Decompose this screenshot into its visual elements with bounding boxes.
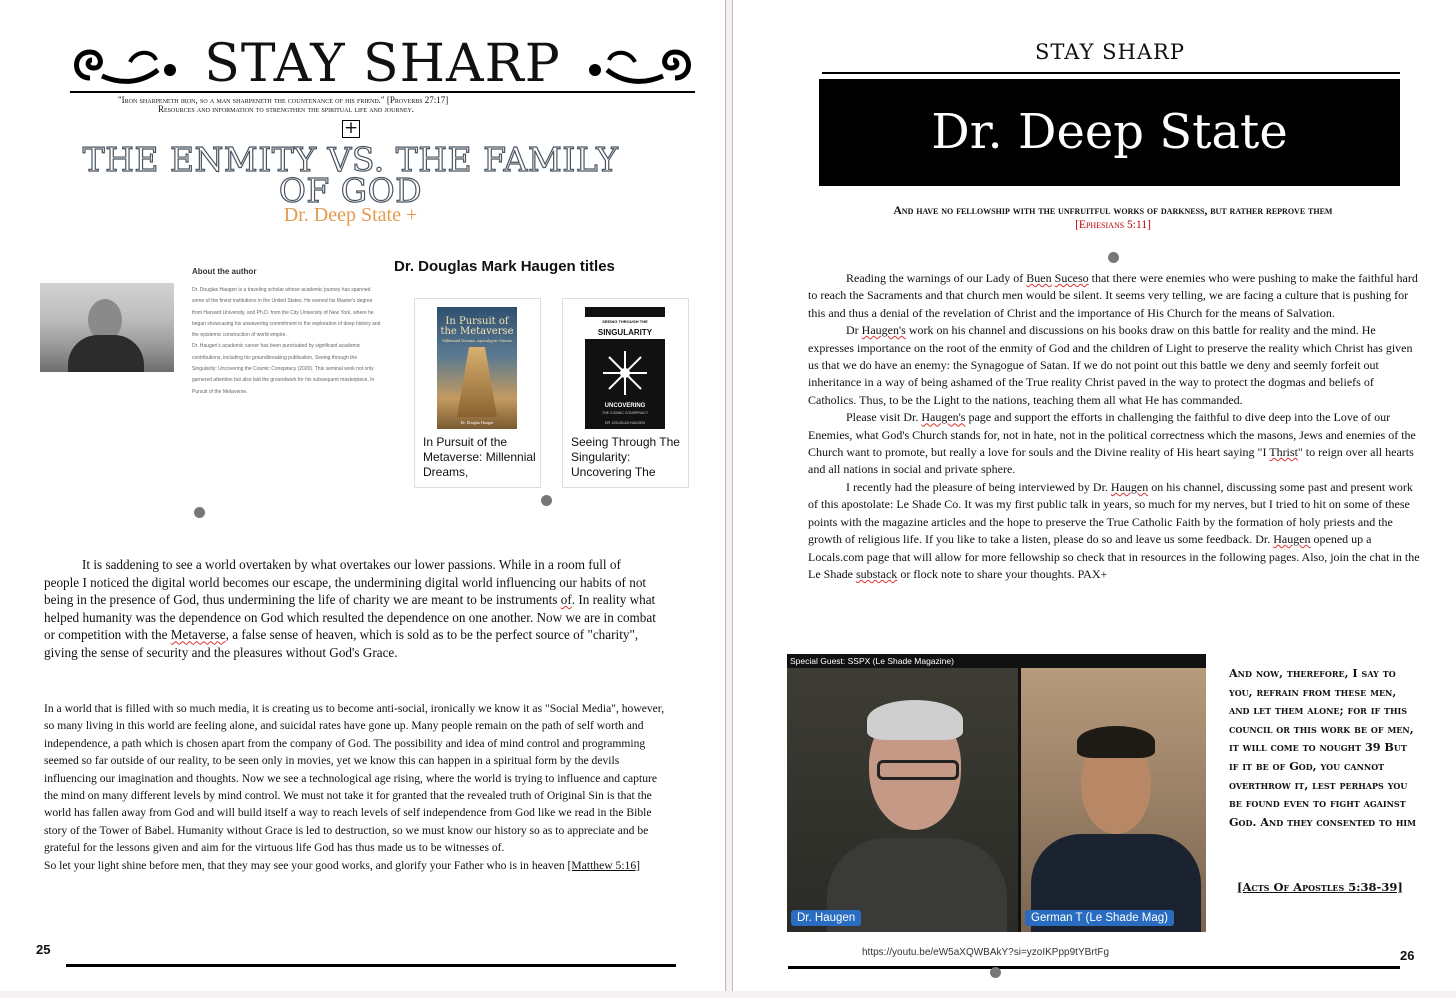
about-author-text (192, 285, 382, 398)
right-paragraph-1: Reading the warnings of our Lady of Buen Suceso that there were enemies who were pushing to make the faithful hard to reach the Sacraments and that church men would be silent. It seems very telling, we are facing a culture that is pushing for this and thus a denial of the revelation of Christ and the importance of His Church for the means of Salvation. (808, 271, 1418, 320)
left-flourish-icon (70, 40, 180, 90)
left-bottom-rule (66, 964, 676, 967)
right-bottom-rule (788, 966, 1400, 969)
book-cover-metaverse[interactable] (437, 307, 517, 429)
right-paragraph-4: I recently had the pleasure of being interviewed by Dr. Haugen on his channel, discussing some past and present work of this apostolate: Le Shade Co. It was my first public talk in years, so much for my nerves, but I tried to hit on some of these points with the magazine articles and the hope to preserve the True Catholic Faith by the formation of holy priests and the growth of religious life. If you like to take a listen, please do so and leave us some feedback. Dr. Haugen opened up a Locals.com page that will allow for more fellowship so check that in resources in the following pages. Also, join the chat in the Le Shade substack or flock note to share your thoughts. PAX+ (808, 479, 1420, 581)
image-handle-dot[interactable] (541, 495, 552, 506)
masthead-rule (70, 91, 695, 93)
right-masthead-title: STAY SHARP (1035, 40, 1185, 64)
cover-top-singularity: SEEING THROUGH THE (585, 317, 665, 326)
image-handle-dot[interactable] (1108, 252, 1119, 263)
intro-text-metaverse: Metaverse (170, 627, 226, 643)
dr-deep-state-banner: Dr. Deep State (819, 79, 1400, 186)
right-paragraph-3: Please visit Dr. Haugen's page and support the efforts in challenging the faithful to dive deep into the Love of our Enemies, what God's Church stands for, not in hate, not in the political correctness which the masons, Jews and enemies of the Church want to promote, but really a love for souls and the Divine reality of His heart saying "I Thrist" to reign over all hearts and all nations in social and private sphere. (808, 410, 1416, 477)
cover-sub-singularity: THE COSMIC CONSPIRACY (601, 411, 649, 415)
starburst-icon (599, 347, 651, 399)
scripture-quote: So let your light shine before men, that they may see your good works, and glorify your Father who is in heaven (44, 858, 568, 872)
ephesians-reference: [Ephesians 5:11] (1075, 219, 1151, 231)
book-cover-singularity[interactable] (585, 307, 665, 429)
book-caption-singularity[interactable]: Seeing Through The Singularity: Uncovering The (571, 435, 680, 479)
page-number-left: 25 (36, 942, 51, 957)
acts-reference: [Acts Of Apostles 5:38-39] (1237, 880, 1403, 894)
image-handle-dot[interactable] (990, 967, 1001, 978)
quote-line-2: Resources and information to strengthen the spiritual life and journey. (158, 104, 415, 114)
left-masthead (70, 36, 695, 96)
book-caption-metaverse[interactable]: In Pursuit of the Metaverse: Millennial Dreams, (423, 435, 536, 479)
tower-image (457, 347, 497, 417)
cover-author-singularity: DR. DOUGLAS HAUGEN (604, 421, 646, 425)
article-title: THE ENMITY VS. THE FAMILY OF GOD (82, 140, 619, 210)
masthead-quote (118, 96, 618, 114)
right-masthead-rule (822, 72, 1400, 74)
author-photo (40, 283, 174, 372)
plus-icon: + (343, 118, 359, 138)
cover-title-singularity: SINGULARITY (585, 326, 665, 339)
image-handle-dot[interactable] (194, 507, 205, 518)
quote-line-1: "Iron sharpeneth iron, so a man sharpeneth the countenance of his friend." [Proverbs 27:17] (118, 95, 449, 105)
cover-subtitle-metaverse: Millennial Dreams, Apocalyptic Visions (442, 339, 512, 343)
intro-text-part-1: It is saddening to see a world overtaken by what overtakes our lower passions. While in a room full of people I noticed the digital world becomes our escape, the undermining digital world influencing our habits of not being in the presence of God, thus undermining the life of charity we are meant to be instruments (44, 557, 647, 608)
about-author-heading: About the author (192, 267, 257, 276)
right-paragraph-2: Dr Haugen's work on his channel and discussions on his books draw on this battle for reality and the mind. He expresses importance on the root of the enmity of God and the children of Light to preserve the reality which Christ has given us that we do have an enemy: the Synagogue of Satan. If we do not point out this battle we deny and seemly forfeit out inheritance in a way of being ashamed of the True reality Christ paved in the way to protect the dogmas and beliefs of Catholics. Thus, to be the Light to the nations, teaching them all what He has commanded. (808, 323, 1413, 407)
right-body-text (808, 270, 1420, 583)
video-tag-dr-haugen: Dr. Haugen (791, 910, 861, 926)
body-paragraph-2 (44, 857, 666, 874)
video-label: Special Guest: SSPX (Le Shade Magazine) (790, 656, 954, 666)
author-titles-heading: Dr. Douglas Mark Haugen titles (394, 258, 615, 275)
video-panel-german-t (1021, 668, 1206, 932)
cover-lower-singularity: UNCOVERING (604, 403, 646, 409)
main-body-text (44, 700, 666, 874)
intro-text-of: of (560, 592, 572, 608)
ephesians-verse: And have no fellowship with the unfruitful works of darkness, but rather reprove them (893, 205, 1333, 217)
book-card-metaverse[interactable] (414, 298, 541, 488)
interview-video-thumbnail[interactable] (787, 654, 1206, 932)
cover-title-metaverse: In Pursuit of the Metaverse (440, 316, 514, 337)
about-paragraph-2: Dr. Haugen's academic career has been punctuated by significant academic contributions, including his groundbreaking publication, Seeing through the Singularity: Uncovering the Cosmic Conspiracy (2020). This seminal work not only garnered attention but also laid the groundwork for his subsequent masterpiece, In Pursuit of the Metaverse. (192, 343, 375, 395)
body-paragraph-1: In a world that is filled with so much media, it is creating us to become anti-social, ironically we know it as "Social Media", however, so many living in this world are feeling alone, and suicidal rates have gone up. Many people remain on the path of self worth and independence, a path which is chosen apart from the company of God. The possibility and idea of mind control and programming seemed so far outside of our reality, to be seen only in movies, yet we know this can happen in a spiritual form by the devils influencing our imagination and thoughts. Now we see a technological age rising, where the world is trying to influence and capture the mind on many different levels by mind control. We must not take it for granted that the revealed truth of Original Sin is that the world has fallen away from God and will build itself a way to reach levels of self independence from God like we read in the Bible story of the Tower of Babel. Humanity without Grace is led to destruction, so we must know our history so as to appreciate and be grateful for the lessons given and aim for the virtuous life God has thus made us to be witnesses of. (44, 702, 665, 855)
cover-author-metaverse: Dr. Douglas Haugen (460, 420, 494, 425)
article-byline: Dr. Deep State + (283, 204, 418, 226)
scripture-reference: [Matthew 5:16] (567, 858, 640, 872)
page-number-right: 26 (1400, 948, 1415, 963)
youtube-link[interactable]: https://youtu.be/eW5aXQWBAkY?si=yzoIKPpp9tYBrtFg (862, 947, 1110, 958)
video-panel-dr-haugen (787, 668, 1018, 932)
acts-side-quote: And now, therefore, I say to you, refrain from these men, and let them alone; for if this council or this work be of men, it will come to nought 39 But if it be of God, you cannot overthrow it, lest perhaps you be found even to fight against God. And they consented to him (1229, 666, 1416, 829)
left-masthead-title: STAY SHARP (204, 34, 561, 94)
intro-paragraph (44, 556, 658, 662)
about-paragraph-1: Dr. Douglas Haugen is a traveling scholar whose academic journey has spanned some of the finest institutions in the United States. He earned his Master's degree from Harvard University, and Ph.D. from the City University of New York, where he began showcasing his unwavering commitment to the exploration of deep history and the epistemic construction of world empire. (192, 287, 381, 339)
right-flourish-icon (585, 40, 695, 90)
intro-text-part-2: . In reality what helped humanity was the dependence on God which resulted the dependence on one another. Now we are in combat or competition with the (44, 592, 656, 643)
video-tag-german-t: German T (Le Shade Mag) (1025, 910, 1174, 926)
intro-text-part-3: , a false sense of heaven, which is sold as to be the perfect source of "charity", giving the sense of security and the pleasures without God's Grace. (44, 627, 639, 660)
book-card-singularity[interactable] (562, 298, 689, 488)
